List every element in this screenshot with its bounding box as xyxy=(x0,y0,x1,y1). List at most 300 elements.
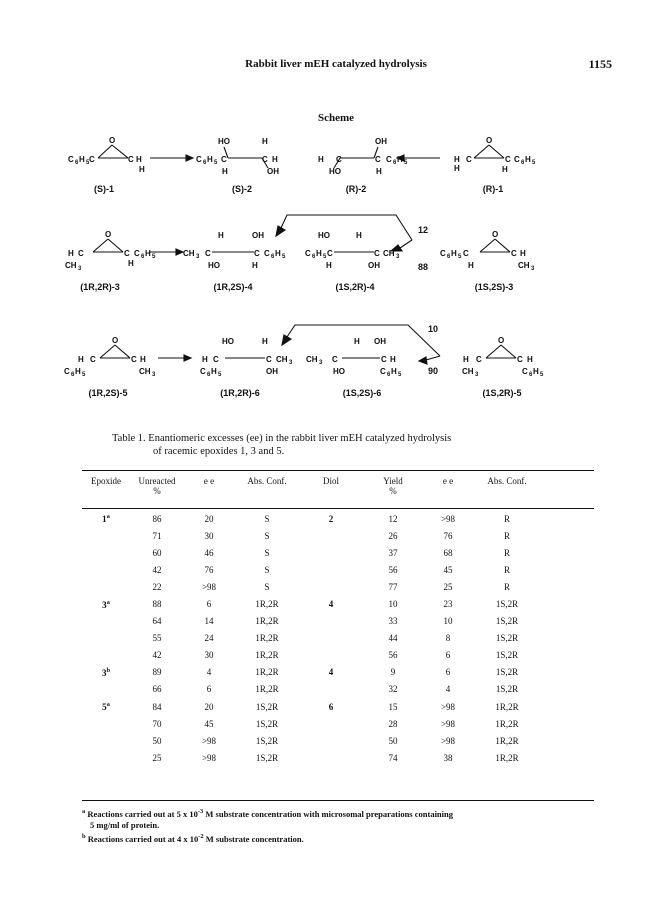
unreacted-cell: 89 xyxy=(152,667,162,678)
yield-cell: 56 xyxy=(388,564,398,575)
yield-cell: 32 xyxy=(388,684,398,695)
abs2-cell: 1S,2R xyxy=(495,650,519,661)
column-header: Abs. Conf. xyxy=(247,476,287,486)
svg-text:H: H xyxy=(262,137,268,146)
yield-cell: 44 xyxy=(388,633,398,644)
svg-text:5: 5 xyxy=(404,160,408,166)
ee2-cell: 6 xyxy=(445,650,451,661)
column-header: Epoxide xyxy=(91,476,121,486)
epoxide-1s2r-5-structure xyxy=(486,345,516,358)
svg-text:H: H xyxy=(218,231,224,240)
svg-text:O: O xyxy=(486,136,493,145)
svg-text:H: H xyxy=(326,261,332,270)
compound-label: (1S,2S)-3 xyxy=(474,282,514,292)
table-row xyxy=(82,544,594,561)
footnotes xyxy=(82,806,602,845)
svg-text:C: C xyxy=(221,155,227,164)
abs2-cell: R xyxy=(503,547,510,558)
diol-cell: 2 xyxy=(328,513,334,524)
compound-label: (S)-2 xyxy=(232,184,252,194)
svg-text:H: H xyxy=(202,355,208,364)
svg-text:3: 3 xyxy=(152,372,156,378)
epoxide-r1-structure xyxy=(474,145,504,158)
svg-text:C: C xyxy=(305,249,311,258)
yield-cell: 56 xyxy=(388,650,398,661)
row-spacer xyxy=(542,630,594,647)
svg-text:H: H xyxy=(207,155,213,164)
diol-cell xyxy=(300,527,362,544)
row-spacer xyxy=(542,749,594,766)
svg-text:C: C xyxy=(476,355,482,364)
unreacted-cell: 55 xyxy=(152,633,162,644)
svg-text:H: H xyxy=(354,337,360,346)
svg-text:5: 5 xyxy=(398,372,402,378)
svg-text:C: C xyxy=(514,155,520,164)
column-header: Abs. Conf. xyxy=(487,476,527,486)
svg-text:C: C xyxy=(327,249,333,258)
ee1-cell: 14 xyxy=(204,616,214,627)
column-header-label: Yield xyxy=(383,476,403,486)
abs2-cell: R xyxy=(503,513,510,524)
split-ratio-bottom: 88 xyxy=(418,262,429,272)
ee1-cell: 46 xyxy=(204,547,214,558)
unreacted-cell: 25 xyxy=(152,752,162,763)
svg-text:C: C xyxy=(517,355,523,364)
ee1-cell: >98 xyxy=(201,581,217,592)
svg-text:5: 5 xyxy=(540,372,544,378)
diol-cell xyxy=(300,681,362,698)
svg-text:C: C xyxy=(332,355,338,364)
abs1-cell: 1R,2R xyxy=(255,616,279,627)
svg-text:C: C xyxy=(380,367,386,376)
split-ratio-bottom: 90 xyxy=(428,366,439,376)
ee2-cell: 45 xyxy=(443,564,453,575)
table-caption xyxy=(112,432,572,458)
ee2-cell: 23 xyxy=(443,599,453,610)
svg-text:C: C xyxy=(131,355,137,364)
row-spacer xyxy=(542,664,594,681)
yield-cell: 28 xyxy=(388,718,398,729)
svg-text:OH: OH xyxy=(266,367,278,376)
ee1-cell: 20 xyxy=(204,513,214,524)
table-row xyxy=(82,595,594,612)
results-table xyxy=(82,476,594,766)
table-row xyxy=(82,561,594,578)
svg-text:CH: CH xyxy=(306,355,318,364)
ee1-cell: 4 xyxy=(206,667,212,678)
abs1-cell: 1S,2R xyxy=(255,718,279,729)
svg-text:C: C xyxy=(64,367,70,376)
compound-label: (1S,2S)-6 xyxy=(342,388,382,398)
ee2-cell: >98 xyxy=(440,701,456,712)
svg-text:H: H xyxy=(318,155,324,164)
unreacted-cell: 88 xyxy=(152,599,162,610)
arrow-head xyxy=(186,155,193,161)
svg-text:C: C xyxy=(89,155,95,164)
epoxide-cell: 5$^a$ xyxy=(102,701,110,713)
column-header xyxy=(130,476,184,504)
svg-text:C: C xyxy=(90,355,96,364)
svg-text:5: 5 xyxy=(86,160,90,166)
yield-cell: 50 xyxy=(388,735,398,746)
svg-text:C: C xyxy=(336,155,342,164)
abs2-cell: 1R,2R xyxy=(495,752,519,763)
column-header-unit: % xyxy=(153,486,161,496)
column-header-unit: % xyxy=(389,486,397,496)
abs1-cell: 1S,2R xyxy=(255,735,279,746)
svg-text:O: O xyxy=(112,336,119,345)
column-header xyxy=(362,476,424,504)
svg-text:C: C xyxy=(205,249,211,258)
svg-text:6: 6 xyxy=(521,160,525,166)
footnote-mark: a xyxy=(82,808,86,815)
compound-label: (S)-1 xyxy=(94,184,114,194)
unreacted-cell: 64 xyxy=(152,616,162,627)
svg-text:C: C xyxy=(134,249,140,258)
table-row xyxy=(82,681,594,698)
abs2-cell: 1R,2R xyxy=(495,735,519,746)
yield-cell: 37 xyxy=(388,547,398,558)
svg-text:H: H xyxy=(136,155,142,164)
epoxide-cell xyxy=(82,630,130,647)
abs1-cell: S xyxy=(264,513,270,524)
table-body xyxy=(82,510,594,766)
compound-label: (1R,2S)-5 xyxy=(88,388,128,398)
abs2-cell: 1S,2R xyxy=(495,667,519,678)
compound-label: (R)-1 xyxy=(482,184,504,194)
scheme-title: Scheme xyxy=(317,112,355,124)
svg-text:5: 5 xyxy=(214,160,218,166)
column-header-label: Unreacted xyxy=(138,476,176,486)
unreacted-cell: 70 xyxy=(152,718,162,729)
epoxide-cell xyxy=(82,715,130,732)
unreacted-cell: 66 xyxy=(152,684,162,695)
compound-label: (1S,2R)-4 xyxy=(335,282,375,292)
compound-label: (1R,2S)-4 xyxy=(213,282,253,292)
epoxide-cell: 3$^a$ xyxy=(102,598,110,610)
svg-text:6: 6 xyxy=(312,254,316,260)
page-number: 1155 xyxy=(588,57,612,71)
svg-text:C: C xyxy=(213,355,219,364)
abs2-cell: R xyxy=(503,581,510,592)
svg-text:H: H xyxy=(454,155,460,164)
epoxide-cell xyxy=(82,544,130,561)
unreacted-cell: 71 xyxy=(152,530,162,541)
svg-text:H: H xyxy=(525,155,531,164)
svg-text:6: 6 xyxy=(271,254,275,260)
ee1-cell: >98 xyxy=(201,752,217,763)
column-header-spacer xyxy=(542,476,594,504)
abs2-cell: 1S,2R xyxy=(495,633,519,644)
diol-cell: 6 xyxy=(328,701,334,712)
ee1-cell: 45 xyxy=(204,718,214,729)
abs1-cell: 1R,2R xyxy=(255,684,279,695)
svg-text:C: C xyxy=(200,367,206,376)
svg-text:C: C xyxy=(375,155,381,164)
svg-text:C: C xyxy=(196,155,202,164)
svg-text:H: H xyxy=(316,249,322,258)
epoxide-1r2s-5-structure xyxy=(100,345,130,358)
svg-text:H: H xyxy=(252,261,258,270)
unreacted-cell: 60 xyxy=(152,547,162,558)
svg-text:H: H xyxy=(468,261,474,270)
svg-text:C: C xyxy=(386,155,392,164)
table-caption-line: of racemic epoxides 1, 3 and 5. xyxy=(153,446,285,457)
epoxide-cell: 1$^a$ xyxy=(102,513,110,525)
split-ratio-top: 10 xyxy=(428,324,439,334)
svg-text:HO: HO xyxy=(333,367,345,376)
svg-text:C: C xyxy=(522,367,528,376)
svg-text:CH: CH xyxy=(65,261,77,270)
epoxide-cell xyxy=(82,732,130,749)
epoxide-cell xyxy=(82,647,130,664)
ee1-cell: 6 xyxy=(206,599,212,610)
svg-text:H: H xyxy=(68,249,74,258)
svg-text:C: C xyxy=(68,155,74,164)
svg-text:C: C xyxy=(381,355,387,364)
svg-text:C: C xyxy=(463,249,469,258)
compound-label: (1R,2R)-6 xyxy=(220,388,260,398)
yield-cell: 26 xyxy=(388,530,398,541)
svg-text:H: H xyxy=(145,249,151,258)
svg-text:H: H xyxy=(262,337,268,346)
abs2-cell: R xyxy=(503,564,510,575)
row-spacer xyxy=(542,715,594,732)
svg-text:H: H xyxy=(502,165,508,174)
epoxide-cell xyxy=(82,749,130,766)
epoxide-cell xyxy=(82,578,130,595)
row-spacer xyxy=(542,510,594,527)
abs2-cell: 1S,2R xyxy=(495,599,519,610)
svg-text:CH: CH xyxy=(139,367,151,376)
table-caption-line: Table 1. Enantiomeric excesses (ee) in the rabbit liver mEH catalyzed hydrolysis xyxy=(112,433,452,444)
column-header: e e xyxy=(203,476,215,486)
svg-text:H: H xyxy=(75,367,81,376)
yield-cell: 12 xyxy=(388,513,398,524)
ee1-cell: 76 xyxy=(204,564,214,575)
svg-text:C: C xyxy=(374,249,380,258)
arrow-head xyxy=(184,355,191,361)
ee2-cell: >98 xyxy=(440,718,456,729)
svg-text:H: H xyxy=(533,367,539,376)
svg-text:6: 6 xyxy=(203,160,207,166)
split-ratio-top: 12 xyxy=(418,225,429,235)
ee2-cell: 8 xyxy=(445,633,451,644)
svg-text:C: C xyxy=(266,355,272,364)
svg-text:5: 5 xyxy=(458,254,462,260)
yield-cell: 15 xyxy=(388,701,398,712)
row-spacer xyxy=(542,698,594,715)
unreacted-cell: 50 xyxy=(152,735,162,746)
svg-text:3: 3 xyxy=(475,372,479,378)
svg-text:6: 6 xyxy=(447,254,451,260)
svg-text:CH: CH xyxy=(183,249,195,258)
ee1-cell: 30 xyxy=(204,650,214,661)
diol-cell xyxy=(300,544,362,561)
svg-text:H: H xyxy=(211,367,217,376)
row-spacer xyxy=(542,647,594,664)
yield-cell: 10 xyxy=(388,599,398,610)
abs1-cell: 1S,2R xyxy=(255,752,279,763)
row-spacer xyxy=(542,561,594,578)
epoxide-cell: 3$^b$ xyxy=(101,666,111,678)
svg-text:6: 6 xyxy=(75,160,79,166)
table-row xyxy=(82,630,594,647)
ee2-cell: 4 xyxy=(445,684,451,695)
table-row xyxy=(82,715,594,732)
svg-text:3: 3 xyxy=(196,254,200,260)
row-spacer xyxy=(542,578,594,595)
svg-text:H: H xyxy=(222,167,228,176)
svg-text:H: H xyxy=(275,249,281,258)
svg-text:5: 5 xyxy=(323,254,327,260)
table-row xyxy=(82,664,594,681)
svg-text:O: O xyxy=(498,336,505,345)
svg-text:6: 6 xyxy=(529,372,533,378)
table-row xyxy=(82,749,594,766)
abs1-cell: 1R,2R xyxy=(255,650,279,661)
svg-text:OH: OH xyxy=(368,261,380,270)
footnote-a: $^a$ Reactions carried out at 5 x $10^{-3}$ M substrate concentration with microsomal preparations containing xyxy=(82,808,453,819)
svg-text:C: C xyxy=(264,249,270,258)
compound-label: (R)-2 xyxy=(345,184,367,194)
diol-cell xyxy=(300,630,362,647)
abs2-cell: 1R,2R xyxy=(495,718,519,729)
abs2-cell: 1S,2R xyxy=(495,616,519,627)
unreacted-cell: 84 xyxy=(152,701,162,712)
abs1-cell: S xyxy=(264,581,270,592)
svg-text:H: H xyxy=(454,164,460,173)
svg-text:H: H xyxy=(390,355,396,364)
reaction-scheme xyxy=(0,130,672,420)
svg-text:C: C xyxy=(262,155,268,164)
row-spacer xyxy=(542,527,594,544)
svg-text:C: C xyxy=(440,249,446,258)
svg-text:5: 5 xyxy=(532,160,536,166)
abs1-cell: 1R,2R xyxy=(255,667,279,678)
svg-text:H: H xyxy=(356,231,362,240)
table-top-rule xyxy=(82,470,594,471)
abs1-cell: 1R,2R xyxy=(255,599,279,610)
svg-text:HO: HO xyxy=(222,337,234,346)
ee2-cell: 10 xyxy=(443,616,453,627)
abs1-cell: S xyxy=(264,530,270,541)
ee2-cell: 25 xyxy=(443,581,453,592)
row-spacer xyxy=(542,595,594,612)
svg-text:C: C xyxy=(78,249,84,258)
svg-text:5: 5 xyxy=(82,372,86,378)
footnote-a-continued: 5 mg/ml of protein. xyxy=(90,819,160,830)
svg-text:6: 6 xyxy=(393,160,397,166)
table-row xyxy=(82,527,594,544)
svg-text:CH: CH xyxy=(518,261,530,270)
svg-text:C: C xyxy=(128,155,134,164)
diol-cell xyxy=(300,647,362,664)
svg-text:H: H xyxy=(79,155,85,164)
svg-text:6: 6 xyxy=(141,254,145,260)
svg-text:OH: OH xyxy=(267,167,279,176)
table-row xyxy=(82,510,594,527)
unreacted-cell: 42 xyxy=(152,564,162,575)
table-row xyxy=(82,698,594,715)
svg-text:5: 5 xyxy=(218,372,222,378)
svg-text:H: H xyxy=(527,355,533,364)
svg-text:CH: CH xyxy=(462,367,474,376)
svg-text:O: O xyxy=(109,136,116,145)
svg-text:H: H xyxy=(391,367,397,376)
ee2-cell: 68 xyxy=(443,547,453,558)
yield-cell: 77 xyxy=(388,581,398,592)
svg-text:H: H xyxy=(139,165,145,174)
epoxide-cell xyxy=(82,613,130,630)
row-spacer xyxy=(542,544,594,561)
epoxide-cell xyxy=(82,681,130,698)
svg-text:H: H xyxy=(376,167,382,176)
svg-text:5: 5 xyxy=(152,254,156,260)
epoxide-cell xyxy=(82,527,130,544)
table-row xyxy=(82,732,594,749)
svg-text:6: 6 xyxy=(71,372,75,378)
unreacted-cell: 86 xyxy=(152,513,162,524)
abs2-cell: 1S,2R xyxy=(495,684,519,695)
svg-text:H: H xyxy=(140,355,146,364)
footnote-b: $^b$ Reactions carried out at 4 x $10^{-2}$ M substrate concentration. xyxy=(82,832,304,844)
abs2-cell: 1R,2R xyxy=(495,701,519,712)
svg-text:C: C xyxy=(124,249,130,258)
svg-text:6: 6 xyxy=(207,372,211,378)
svg-text:H: H xyxy=(78,355,84,364)
compound-label: (1S,2R)-5 xyxy=(482,388,522,398)
svg-text:OH: OH xyxy=(374,337,386,346)
svg-text:C: C xyxy=(505,155,511,164)
ee2-cell: 6 xyxy=(445,667,451,678)
abs2-cell: R xyxy=(503,530,510,541)
ee1-cell: 20 xyxy=(204,701,214,712)
svg-text:H: H xyxy=(397,155,403,164)
svg-text:3: 3 xyxy=(396,254,400,260)
svg-text:OH: OH xyxy=(375,137,387,146)
ee1-cell: 30 xyxy=(204,530,214,541)
svg-text:H: H xyxy=(463,355,469,364)
row-spacer xyxy=(542,681,594,698)
svg-text:O: O xyxy=(492,230,499,239)
ee2-cell: >98 xyxy=(440,513,456,524)
svg-text:H: H xyxy=(272,155,278,164)
yield-cell: 74 xyxy=(388,752,398,763)
svg-text:6: 6 xyxy=(387,372,391,378)
epoxide-s1-structure xyxy=(98,145,128,158)
svg-text:5: 5 xyxy=(282,254,286,260)
svg-text:3: 3 xyxy=(78,266,82,272)
svg-text:3: 3 xyxy=(531,266,535,272)
svg-text:HO: HO xyxy=(218,137,230,146)
column-header: e e xyxy=(442,476,454,486)
unreacted-cell: 22 xyxy=(152,581,162,592)
diol-cell: 4 xyxy=(328,599,334,610)
diol-cell xyxy=(300,613,362,630)
svg-text:3: 3 xyxy=(319,360,323,366)
svg-text:CH: CH xyxy=(383,249,395,258)
table-header-row xyxy=(82,476,594,504)
split-arrow-12-88 xyxy=(276,215,412,251)
table-bottom-rule xyxy=(82,800,594,801)
abs1-cell: S xyxy=(264,547,270,558)
ee2-cell: 38 xyxy=(443,752,453,763)
epoxide-cell xyxy=(82,561,130,578)
abs1-cell: 1S,2R xyxy=(255,701,279,712)
ee2-cell: 76 xyxy=(443,530,453,541)
arrow-head xyxy=(176,249,183,255)
